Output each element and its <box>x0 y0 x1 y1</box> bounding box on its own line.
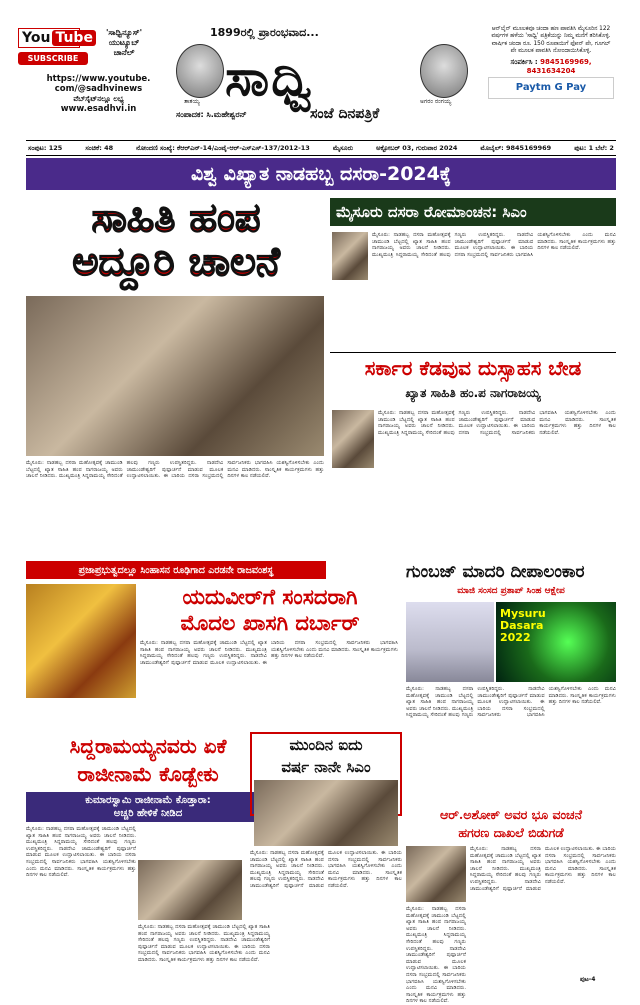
yaduveer-photo <box>26 584 136 698</box>
mobile: ಮೊಬೈಲ್: 9845169969 <box>480 143 552 152</box>
subscribe-button[interactable]: SUBSCRIBE <box>18 52 88 65</box>
next5-headline: ಮುಂದಿನ ಐದು ವರ್ಷ ನಾನೇ ಸಿಎಂ <box>281 736 371 776</box>
gumbaj-photo-2 <box>496 602 616 682</box>
payment-logos: Paytm G Pay <box>488 77 614 99</box>
govt-article-text: ಮೈಸೂರು: ನಾಡಹಬ್ಬ ದಸರಾ ಮಹೋತ್ಸವಕ್ಕೆ ಚಾಮುಂಡಿ ಬೆಟ್ಟದಲ್ಲಿ ಖ್ಯಾತ ಸಾಹಿತಿ ಹಂಪ ನಾಗರಾಜಯ್ಯ ಅವರು ಚಾಲನೆ ನೀಡಿದರು. ಮುಖ್ಯಮಂತ್ರಿ ಸಿದ್ದರಾಮಯ್ಯ ಸೇರಿದಂತೆ ಹಲವು ಗಣ್ಯರು ಉಪಸ್ಥಿತರಿದ್ದರು. ನಾಡದೇವಿ ಚಾಮುಂಡೇಶ್ವರಿಗೆ ಪುಷ್ಪಾರ್ಚನೆ ಮಾಡುವ ಮೂಲಕ ಉದ್ಘಾಟಿಸಲಾಯಿತು. ಈ ಬಾರಿಯ ದಸರಾ ಸಂಭ್ರಮದಲ್ಲಿ ಸಾರ್ವಜನಿಕರು ಭಾಗವಹಿಸಿ ಯಶಸ್ವಿಗೊಳಿಸಬೇಕು ಎಂದು ಮನವಿ ಮಾಡಿದರು. ಸಾಂಸ್ಕೃತಿಕ ಕಾರ್ಯಕ್ರಮಗಳು ಹತ್ತು ದಿನಗಳ ಕಾಲ ನಡೆಯಲಿವೆ. <box>378 410 616 436</box>
continued-marker: ಪುಟ-4 <box>580 976 596 983</box>
subscription-info: ಆನ್‌ಲೈನ್ ಮೂಲಕವೂ ಚಂದಾ ಹಣ ಪಾವತಿಸಿ ಮೈಸೂರಿನ 122 ವರ್ಷಗಳ ಹಳೆಯ 'ಸಾಧ್ವಿ' ಪತ್ರಿಕೆಯನ್ನು ನಿಮ್ಮ ಮನೆಗೆ ತರಿಸಿಕೊಳ್ಳಿ. ವಾರ್ಷಿಕ ಚಂದಾ ರೂ. 150 ರೂಪಾಯಿಗೆ ಫೋನ್ ಪೇ, ಗೂಗಲ್ ಪೇ ಮೂಲಕ ಪಾವತಿಸಿ ನೋಂದಾಯಿಸಿಕೊಳ್ಳಿ. ಸಂಪರ್ಕಿಸಿ : 9845169969, 8431634204 Paytm G Pay <box>488 26 614 122</box>
price: ಪುಟ: 1 ಬೆಲೆ: 2 <box>574 143 614 152</box>
yaduveer-topbar: ಪ್ರಜಾಪ್ರಭುತ್ವದಲ್ಲೂ ಸಿಂಹಾಸನ ರೂಢಿಗಾದ ಎರಡನೇ ರಾಜವಂಶಸ್ಥ <box>26 561 326 579</box>
ashok-article-text-2: ಮೈಸೂರು: ನಾಡಹಬ್ಬ ದಸರಾ ಮಹೋತ್ಸವಕ್ಕೆ ಚಾಮುಂಡಿ ಬೆಟ್ಟದಲ್ಲಿ ಖ್ಯಾತ ಸಾಹಿತಿ ಹಂಪ ನಾಗರಾಜಯ್ಯ ಅವರು ಚಾಲನೆ ನೀಡಿದರು. ಮುಖ್ಯಮಂತ್ರಿ ಸಿದ್ದರಾಮಯ್ಯ ಸೇರಿದಂತೆ ಹಲವು ಗಣ್ಯರು ಉಪಸ್ಥಿತರಿದ್ದರು. ನಾಡದೇವಿ ಚಾಮುಂಡೇಶ್ವರಿಗೆ ಪುಷ್ಪಾರ್ಚನೆ ಮಾಡುವ ಮೂಲಕ ಉದ್ಘಾಟಿಸಲಾಯಿತು. ಈ ಬಾರಿಯ ದಸರಾ ಸಂಭ್ರಮದಲ್ಲಿ ಸಾರ್ವಜನಿಕರು ಭಾಗವಹಿಸಿ ಯಶಸ್ವಿಗೊಳಿಸಬೇಕು ಎಂದು ಮನವಿ ಮಾಡಿದರು. ಸಾಂಸ್ಕೃತಿಕ ಕಾರ್ಯಕ್ರಮಗಳು ಹತ್ತು ದಿನಗಳ ಕಾಲ ನಡೆಯಲಿವೆ. <box>406 906 466 1005</box>
yt-channel-line3: ಚಾನೆಲ್ <box>113 48 135 57</box>
newspaper-logo: ಸಾಧ್ವಿ <box>225 48 315 107</box>
lead-headline: ಸಾಹಿತಿ ಹಂಪ ಅದ್ದೂರಿ ಚಾಲನೆ <box>72 194 280 285</box>
dasara-image-text: Mysuru Dasara 2022 <box>500 607 546 644</box>
since-line: 1899ರಲ್ಲಿ ಪ್ರಾರಂಭವಾದ... <box>210 26 319 39</box>
volume: ಸಂಪುಟ: 125 <box>28 143 63 152</box>
phone-2: 8431634204 <box>526 66 576 75</box>
lead-photo <box>26 296 324 456</box>
yaduveer-article-text: ಮೈಸೂರು: ನಾಡಹಬ್ಬ ದಸರಾ ಮಹೋತ್ಸವಕ್ಕೆ ಚಾಮುಂಡಿ ಬೆಟ್ಟದಲ್ಲಿ ಖ್ಯಾತ ಸಾಹಿತಿ ಹಂಪ ನಾಗರಾಜಯ್ಯ ಅವರು ಚಾಲನೆ ನೀಡಿದರು. ಮುಖ್ಯಮಂತ್ರಿ ಸಿದ್ದರಾಮಯ್ಯ ಸೇರಿದಂತೆ ಹಲವು ಗಣ್ಯರು ಉಪಸ್ಥಿತರಿದ್ದರು. ನಾಡದೇವಿ ಚಾಮುಂಡೇಶ್ವರಿಗೆ ಪುಷ್ಪಾರ್ಚನೆ ಮಾಡುವ ಮೂಲಕ ಉದ್ಘಾಟಿಸಲಾಯಿತು. ಈ ಬಾರಿಯ ದಸರಾ ಸಂಭ್ರಮದಲ್ಲಿ ಸಾರ್ವಜನಿಕರು ಭಾಗವಹಿಸಿ ಯಶಸ್ವಿಗೊಳಿಸಬೇಕು ಎಂದು ಮನವಿ ಮಾಡಿದರು. ಸಾಂಸ್ಕೃತಿಕ ಕಾರ್ಯಕ್ರಮಗಳು ಹತ್ತು ದಿನಗಳ ಕಾಲ ನಡೆಯಲಿವೆ. <box>140 640 398 666</box>
next5-article-text: ಮೈಸೂರು: ನಾಡಹಬ್ಬ ದಸರಾ ಮಹೋತ್ಸವಕ್ಕೆ ಚಾಮುಂಡಿ ಬೆಟ್ಟದಲ್ಲಿ ಖ್ಯಾತ ಸಾಹಿತಿ ಹಂಪ ನಾಗರಾಜಯ್ಯ ಅವರು ಚಾಲನೆ ನೀಡಿದರು. ಮುಖ್ಯಮಂತ್ರಿ ಸಿದ್ದರಾಮಯ್ಯ ಸೇರಿದಂತೆ ಹಲವು ಗಣ್ಯರು ಉಪಸ್ಥಿತರಿದ್ದರು. ನಾಡದೇವಿ ಚಾಮುಂಡೇಶ್ವರಿಗೆ ಪುಷ್ಪಾರ್ಚನೆ ಮಾಡುವ ಮೂಲಕ ಉದ್ಘಾಟಿಸಲಾಯಿತು. ಈ ಬಾರಿಯ ದಸರಾ ಸಂಭ್ರಮದಲ್ಲಿ ಸಾರ್ವಜನಿಕರು ಭಾಗವಹಿಸಿ ಯಶಸ್ವಿಗೊಳಿಸಬೇಕು ಎಂದು ಮನವಿ ಮಾಡಿದರು. ಸಾಂಸ್ಕೃತಿಕ ಕಾರ್ಯಕ್ರಮಗಳು ಹತ್ತು ದಿನಗಳ ಕಾಲ ನಡೆಯಲಿವೆ. <box>250 850 402 889</box>
hampa-photo <box>332 410 374 468</box>
website-link[interactable]: www.esadhvi.in <box>60 104 137 114</box>
cm-article-text: ಮೈಸೂರು: ನಾಡಹಬ್ಬ ದಸರಾ ಮಹೋತ್ಸವಕ್ಕೆ ಚಾಮುಂಡಿ ಬೆಟ್ಟದಲ್ಲಿ ಖ್ಯಾತ ಸಾಹಿತಿ ಹಂಪ ನಾಗರಾಜಯ್ಯ ಅವರು ಚಾಲನೆ ನೀಡಿದರು. ಮುಖ್ಯಮಂತ್ರಿ ಸಿದ್ದರಾಮಯ್ಯ ಸೇರಿದಂತೆ ಹಲವು ಗಣ್ಯರು ಉಪಸ್ಥಿತರಿದ್ದರು. ನಾಡದೇವಿ ಚಾಮುಂಡೇಶ್ವರಿಗೆ ಪುಷ್ಪಾರ್ಚನೆ ಮಾಡುವ ಮೂಲಕ ಉದ್ಘಾಟಿಸಲಾಯಿತು. ಈ ಬಾರಿಯ ದಸರಾ ಸಂಭ್ರಮದಲ್ಲಿ ಸಾರ್ವಜನಿಕರು ಭಾಗವಹಿಸಿ ಯಶಸ್ವಿಗೊಳಿಸಬೇಕು ಎಂದು ಮನವಿ ಮಾಡಿದರು. ಸಾಂಸ್ಕೃತಿಕ ಕಾರ್ಯಕ್ರಮಗಳು ಹತ್ತು ದಿನಗಳ ಕಾಲ ನಡೆಯಲಿವೆ. <box>372 232 616 258</box>
date: ಅಕ್ಟೋಬರ್ 03, ಗುರುವಾರ 2024 <box>376 143 458 152</box>
ashok-article-text: ಮೈಸೂರು: ನಾಡಹಬ್ಬ ದಸರಾ ಮಹೋತ್ಸವಕ್ಕೆ ಚಾಮುಂಡಿ ಬೆಟ್ಟದಲ್ಲಿ ಖ್ಯಾತ ಸಾಹಿತಿ ಹಂಪ ನಾಗರಾಜಯ್ಯ ಅವರು ಚಾಲನೆ ನೀಡಿದರು. ಮುಖ್ಯಮಂತ್ರಿ ಸಿದ್ದರಾಮಯ್ಯ ಸೇರಿದಂತೆ ಹಲವು ಗಣ್ಯರು ಉಪಸ್ಥಿತರಿದ್ದರು. ನಾಡದೇವಿ ಚಾಮುಂಡೇಶ್ವರಿಗೆ ಪುಷ್ಪಾರ್ಚನೆ ಮಾಡುವ ಮೂಲಕ ಉದ್ಘಾಟಿಸಲಾಯಿತು. ಈ ಬಾರಿಯ ದಸರಾ ಸಂಭ್ರಮದಲ್ಲಿ ಸಾರ್ವಜನಿಕರು ಭಾಗವಹಿಸಿ ಯಶಸ್ವಿಗೊಳಿಸಬೇಕು ಎಂದು ಮನವಿ ಮಾಡಿದರು. ಸಾಂಸ್ಕೃತಿಕ ಕಾರ್ಯಕ್ರಮಗಳು ಹತ್ತು ದಿನಗಳ ಕಾಲ ನಡೆಯಲಿವೆ. <box>470 846 616 892</box>
issue: ಸಂಚಿಕೆ: 48 <box>85 143 114 152</box>
cm-section-header: ಮೈಸೂರು ದಸರಾ ರೋಮಾಂಚನ: ಸಿಎಂ <box>330 198 616 226</box>
city: ಮೈಸೂರು <box>332 143 354 152</box>
siddaramaiah-photo <box>254 780 398 846</box>
govt-subheadline: ಖ್ಯಾತ ಸಾಹಿತಿ ಹಂ.ಪ ನಾಗರಾಜಯ್ಯ <box>405 386 541 400</box>
ashok-headline: ಆರ್.ಅಶೋಕ್ ಅವರ ಭೂ ವಂಚನೆ ಹಗರಣ ದಾಖಲೆ ಬಿಡುಗಡೆ <box>439 807 583 840</box>
tagline: ಸಂಜೆ ದಿನಪತ್ರಿಕೆ <box>310 106 380 122</box>
ashok-photo <box>406 846 466 902</box>
yt-channel-line1: 'ಸಾಧ್ವಿನ್ಯೂಸ್' <box>105 28 143 37</box>
yt-channel-line2: ಯುಟ್ಯೂಬ್ <box>108 38 140 47</box>
govt-headline: ಸರ್ಕಾರ ಕೆಡವುವ ದುಸ್ಸಾಹಸ ಬೇಡ <box>364 356 582 380</box>
yt-url-1[interactable]: https://www.youtube. <box>46 74 151 84</box>
youtube-promo <box>18 28 158 120</box>
portrait-left-caption: ತಾತಯ್ಯ <box>184 98 200 105</box>
yt-url-2[interactable]: com/@sadhvinews <box>54 84 143 94</box>
masthead <box>170 26 470 122</box>
siddu-article-text-2: ಮೈಸೂರು: ನಾಡಹಬ್ಬ ದಸರಾ ಮಹೋತ್ಸವಕ್ಕೆ ಚಾಮುಂಡಿ ಬೆಟ್ಟದಲ್ಲಿ ಖ್ಯಾತ ಸಾಹಿತಿ ಹಂಪ ನಾಗರಾಜಯ್ಯ ಅವರು ಚಾಲನೆ ನೀಡಿದರು. ಮುಖ್ಯಮಂತ್ರಿ ಸಿದ್ದರಾಮಯ್ಯ ಸೇರಿದಂತೆ ಹಲವು ಗಣ್ಯರು ಉಪಸ್ಥಿತರಿದ್ದರು. ನಾಡದೇವಿ ಚಾಮುಂಡೇಶ್ವರಿಗೆ ಪುಷ್ಪಾರ್ಚನೆ ಮಾಡುವ ಮೂಲಕ ಉದ್ಘಾಟಿಸಲಾಯಿತು. ಈ ಬಾರಿಯ ದಸರಾ ಸಂಭ್ರಮದಲ್ಲಿ ಸಾರ್ವಜನಿಕರು ಭಾಗವಹಿಸಿ ಯಶಸ್ವಿಗೊಳಿಸಬೇಕು ಎಂದು ಮನವಿ ಮಾಡಿದರು. ಸಾಂಸ್ಕೃತಿಕ ಕಾರ್ಯಕ್ರಮಗಳು ಹತ್ತು ದಿನಗಳ ಕಾಲ ನಡೆಯಲಿವೆ. <box>138 924 270 963</box>
website-label: ವೆಬ್‌ಸೈಟ್‌ನಲ್ಲೂ ಲಭ್ಯ <box>73 95 124 103</box>
youtube-logo: You Tube <box>18 28 80 48</box>
divider <box>330 352 616 353</box>
siddu-headline: ಸಿದ್ದರಾಮಯ್ಯನವರು ಏಕೆ ರಾಜೀನಾಮೆ ಕೊಡ್ಬೇಕು <box>69 734 227 786</box>
phone-1: 9845169969, <box>540 57 592 66</box>
siddu-subheadline: ಕುಮಾರಸ್ವಾಮಿ ರಾಜೀನಾಮೆ ಕೊಡ್ತಾರಾ: ಅಚ್ಚರಿ ಹೇಳಿಕೆ ನೀಡಿದ <box>26 792 270 822</box>
siddu-article-text: ಮೈಸೂರು: ನಾಡಹಬ್ಬ ದಸರಾ ಮಹೋತ್ಸವಕ್ಕೆ ಚಾಮುಂಡಿ ಬೆಟ್ಟದಲ್ಲಿ ಖ್ಯಾತ ಸಾಹಿತಿ ಹಂಪ ನಾಗರಾಜಯ್ಯ ಅವರು ಚಾಲನೆ ನೀಡಿದರು. ಮುಖ್ಯಮಂತ್ರಿ ಸಿದ್ದರಾಮಯ್ಯ ಸೇರಿದಂತೆ ಹಲವು ಗಣ್ಯರು ಉಪಸ್ಥಿತರಿದ್ದರು. ನಾಡದೇವಿ ಚಾಮುಂಡೇಶ್ವರಿಗೆ ಪುಷ್ಪಾರ್ಚನೆ ಮಾಡುವ ಮೂಲಕ ಉದ್ಘಾಟಿಸಲಾಯಿತು. ಈ ಬಾರಿಯ ದಸರಾ ಸಂಭ್ರಮದಲ್ಲಿ ಸಾರ್ವಜನಿಕರು ಭಾಗವಹಿಸಿ ಯಶಸ್ವಿಗೊಳಿಸಬೇಕು ಎಂದು ಮನವಿ ಮಾಡಿದರು. ಸಾಂಸ್ಕೃತಿಕ ಕಾರ್ಯಕ್ರಮಗಳು ಹತ್ತು ದಿನಗಳ ಕಾಲ ನಡೆಯಲಿವೆ. <box>26 826 136 879</box>
portrait-left <box>176 44 224 98</box>
registration: ನೋಂದಣಿ ಸಂಖ್ಯೆ: ಕೆಆರ್‌ಎನ್-14/ಎಂವೈ-ಆರ್-ಎಸ್‌ಎಸ್-137/2012-13 <box>136 143 310 152</box>
gumbaj-photo-1 <box>406 602 494 682</box>
dasara-banner: ವಿಶ್ವ ವಿಖ್ಯಾತ ನಾಡಹಬ್ಬ ದಸರಾ-2024ಕ್ಕೆ <box>26 158 616 190</box>
gumbaj-article-text: ಮೈಸೂರು: ನಾಡಹಬ್ಬ ದಸರಾ ಮಹೋತ್ಸವಕ್ಕೆ ಚಾಮುಂಡಿ ಬೆಟ್ಟದಲ್ಲಿ ಖ್ಯಾತ ಸಾಹಿತಿ ಹಂಪ ನಾಗರಾಜಯ್ಯ ಅವರು ಚಾಲನೆ ನೀಡಿದರು. ಮುಖ್ಯಮಂತ್ರಿ ಸಿದ್ದರಾಮಯ್ಯ ಸೇರಿದಂತೆ ಹಲವು ಗಣ್ಯರು ಉಪಸ್ಥಿತರಿದ್ದರು. ನಾಡದೇವಿ ಚಾಮುಂಡೇಶ್ವರಿಗೆ ಪುಷ್ಪಾರ್ಚನೆ ಮಾಡುವ ಮೂಲಕ ಉದ್ಘಾಟಿಸಲಾಯಿತು. ಈ ಬಾರಿಯ ದಸರಾ ಸಂಭ್ರಮದಲ್ಲಿ ಸಾರ್ವಜನಿಕರು ಭಾಗವಹಿಸಿ ಯಶಸ್ವಿಗೊಳಿಸಬೇಕು ಎಂದು ಮನವಿ ಮಾಡಿದರು. ಸಾಂಸ್ಕೃತಿಕ ಕಾರ್ಯಕ್ರಮಗಳು ಹತ್ತು ದಿನಗಳ ಕಾಲ ನಡೆಯಲಿವೆ. <box>406 686 616 719</box>
gumbaj-headline: ಗುಂಬಜ್ ಮಾದರಿ ದೀಪಾಲಂಕಾರ <box>406 562 585 582</box>
hdk-photo <box>138 860 242 920</box>
gumbaj-subheadline: ಮಾಜಿ ಸಂಸದ ಪ್ರತಾಪ್ ಸಿಂಹ ಆಕ್ಷೇಪ <box>457 586 565 596</box>
contact-label: ಸಂಪರ್ಕಿಸಿ : <box>510 57 538 66</box>
lead-article-text: ಮೈಸೂರು: ನಾಡಹಬ್ಬ ದಸರಾ ಮಹೋತ್ಸವಕ್ಕೆ ಚಾಮುಂಡಿ ಬೆಟ್ಟದಲ್ಲಿ ಖ್ಯಾತ ಸಾಹಿತಿ ಹಂಪ ನಾಗರಾಜಯ್ಯ ಅವರು ಚಾಲನೆ ನೀಡಿದರು. ಮುಖ್ಯಮಂತ್ರಿ ಸಿದ್ದರಾಮಯ್ಯ ಸೇರಿದಂತೆ ಹಲವು ಗಣ್ಯರು ಉಪಸ್ಥಿತರಿದ್ದರು. ನಾಡದೇವಿ ಚಾಮುಂಡೇಶ್ವರಿಗೆ ಪುಷ್ಪಾರ್ಚನೆ ಮಾಡುವ ಮೂಲಕ ಉದ್ಘಾಟಿಸಲಾಯಿತು. ಈ ಬಾರಿಯ ದಸರಾ ಸಂಭ್ರಮದಲ್ಲಿ ಸಾರ್ವಜನಿಕರು ಭಾಗವಹಿಸಿ ಯಶಸ್ವಿಗೊಳಿಸಬೇಕು ಎಂದು ಮನವಿ ಮಾಡಿದರು. ಸಾಂಸ್ಕೃತಿಕ ಕಾರ್ಯಕ್ರಮಗಳು ಹತ್ತು ದಿನಗಳ ಕಾಲ ನಡೆಯಲಿವೆ. <box>26 460 324 480</box>
portrait-right-caption: ಅಗರಂ ರಂಗಯ್ಯ <box>420 98 452 105</box>
portrait-right <box>420 44 468 98</box>
issue-info-bar <box>26 140 616 156</box>
cm-photo <box>332 232 368 280</box>
yaduveer-headline: ಯದುವೀರ್‌ಗೆ ಸಂಸದರಾಗಿ ಮೊದಲ ಖಾಸಗಿ ದರ್ಬಾರ್ <box>180 584 360 635</box>
editor-line: ಸಂಪಾದಕ: ಸಿ.ಮಹೇಶ್ವರನ್ <box>176 110 247 119</box>
